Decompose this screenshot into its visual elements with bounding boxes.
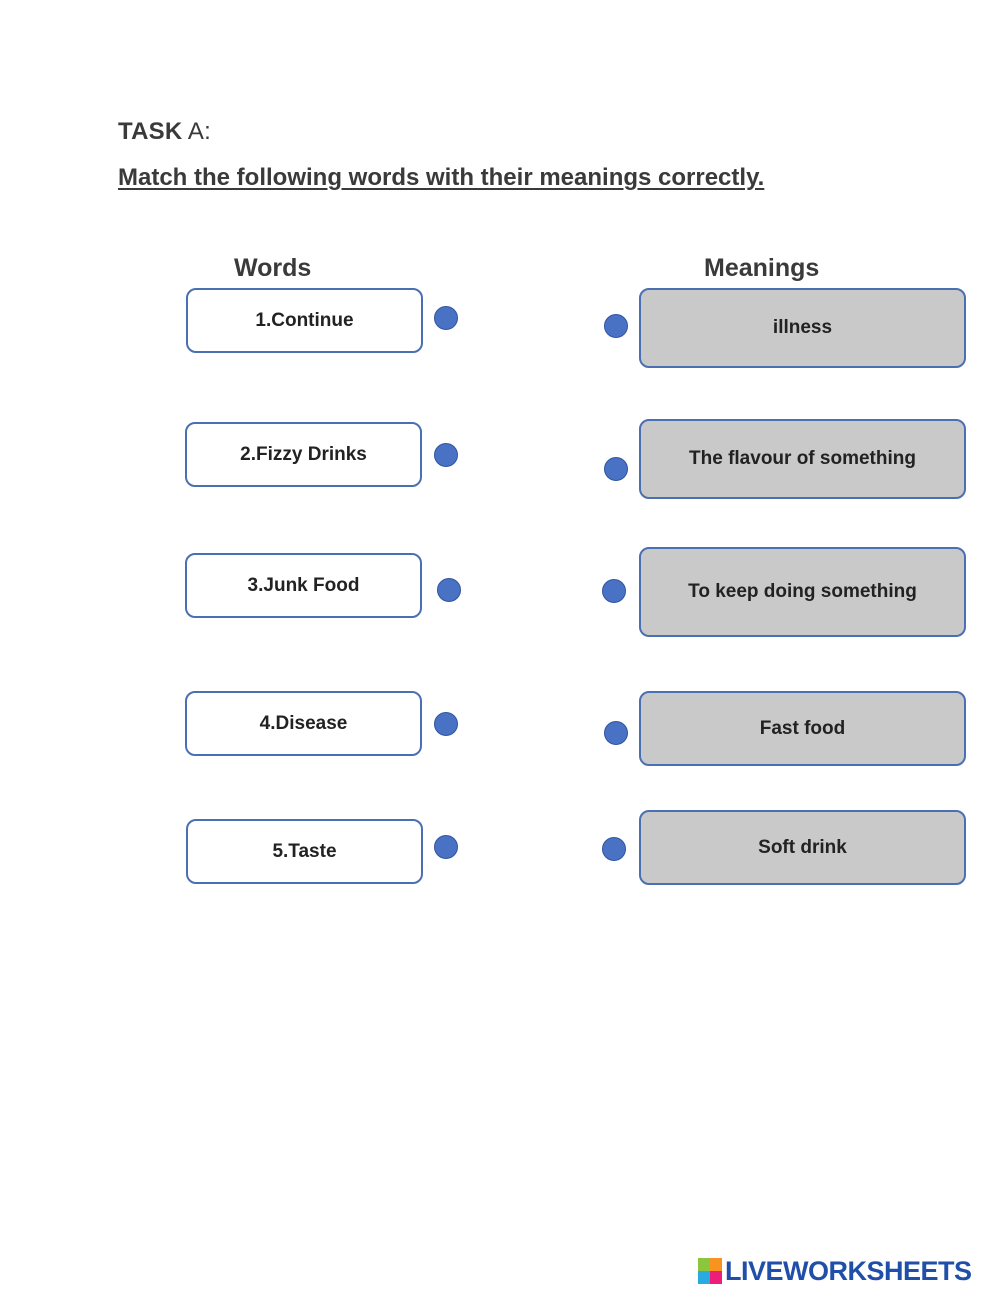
meaning-dot-4[interactable] bbox=[604, 721, 628, 745]
meaning-box-1: illness bbox=[639, 288, 966, 368]
meaning-box-4: Fast food bbox=[639, 691, 966, 766]
word-dot-1[interactable] bbox=[434, 306, 458, 330]
meaning-dot-1[interactable] bbox=[604, 314, 628, 338]
logo-mark-icon bbox=[698, 1258, 722, 1284]
liveworksheets-logo bbox=[698, 1256, 972, 1286]
task-label-rest: A: bbox=[182, 118, 211, 145]
logo-text: LIVEWORKSHEETS bbox=[725, 1255, 972, 1286]
word-dot-4[interactable] bbox=[434, 712, 458, 736]
meaning-dot-3[interactable] bbox=[602, 579, 626, 603]
instruction: Match the following words with their meanings correctly. bbox=[118, 164, 765, 191]
meaning-dot-5[interactable] bbox=[602, 837, 626, 861]
word-box-5: 5.Taste bbox=[186, 819, 423, 884]
words-heading: Words bbox=[234, 254, 312, 282]
word-dot-3[interactable] bbox=[437, 578, 461, 602]
word-box-3: 3.Junk Food bbox=[185, 553, 422, 618]
word-dot-2[interactable] bbox=[434, 443, 458, 467]
meanings-heading: Meanings bbox=[704, 254, 820, 282]
word-dot-5[interactable] bbox=[434, 835, 458, 859]
meaning-dot-2[interactable] bbox=[604, 457, 628, 481]
word-box-2: 2.Fizzy Drinks bbox=[185, 422, 422, 487]
word-box-1: 1.Continue bbox=[186, 288, 423, 353]
meaning-box-3: To keep doing something bbox=[639, 547, 966, 637]
task-label-bold: TASK bbox=[118, 118, 183, 145]
word-box-4: 4.Disease bbox=[185, 691, 422, 756]
meaning-box-5: Soft drink bbox=[639, 810, 966, 885]
meaning-box-2: The flavour of something bbox=[639, 419, 966, 499]
task-label bbox=[118, 118, 211, 146]
